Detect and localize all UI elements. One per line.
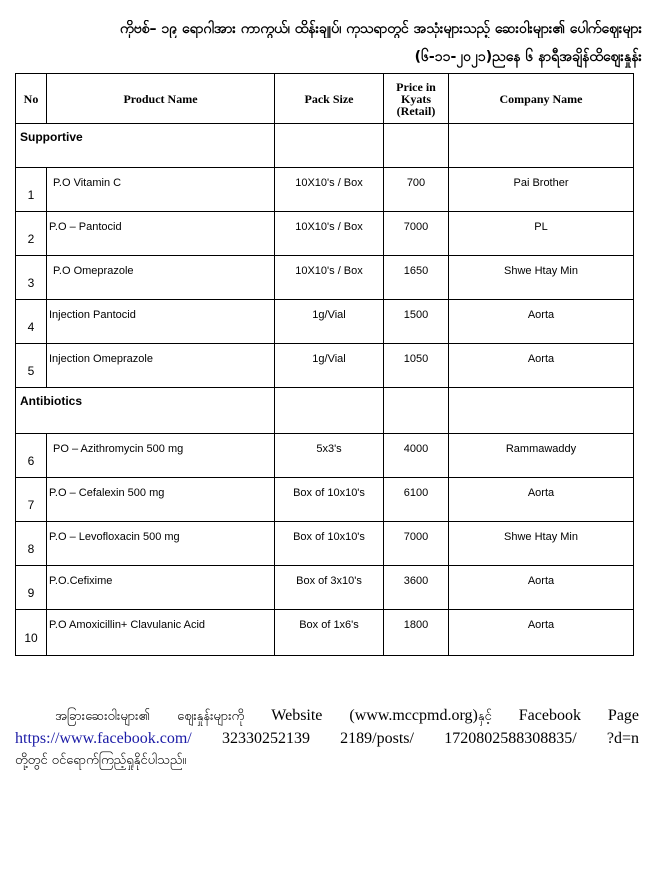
row-no: 1 [16, 168, 47, 212]
pack-size: 1g/Vial [275, 300, 384, 344]
row-no: 7 [16, 478, 47, 522]
pack-size: 1g/Vial [275, 344, 384, 388]
row-no: 3 [16, 256, 47, 300]
table-row [16, 522, 634, 566]
facebook-link-part: 2189/posts/ [340, 730, 414, 747]
row-no: 2 [16, 212, 47, 256]
pack-size: Box of 10x10's [275, 522, 384, 566]
footer-website-label: Website [271, 707, 323, 724]
footer-note [15, 705, 639, 772]
price-table [15, 73, 634, 656]
price: 1500 [384, 300, 449, 344]
price: 6100 [384, 478, 449, 522]
facebook-link-part: ?d=n [606, 730, 640, 747]
price: 1050 [384, 344, 449, 388]
company-name: Aorta [449, 300, 634, 344]
product-name: P.O – Pantocid [47, 212, 275, 256]
product-name: P.O Omeprazole [47, 256, 275, 300]
price: 7000 [384, 522, 449, 566]
row-no: 4 [16, 300, 47, 344]
category-label: Supportive [16, 124, 275, 168]
pack-size: Box of 3x10's [275, 566, 384, 610]
table-row [16, 344, 634, 388]
row-no: 9 [16, 566, 47, 610]
row-no: 8 [16, 522, 47, 566]
table-row [16, 434, 634, 478]
footer-website-url[interactable]: (www.mccpmd.org) [349, 707, 478, 724]
product-name: Injection Pantocid [47, 300, 275, 344]
pack-size: 10X10's / Box [275, 256, 384, 300]
footer-facebook-label: Facebook Page [518, 707, 640, 724]
company-name: Aorta [449, 478, 634, 522]
company-name: Aorta [449, 610, 634, 656]
price: 3600 [384, 566, 449, 610]
footer-line-2 [15, 728, 639, 750]
document-subtitle-date: (၆-၁၁-၂၀၂၁)ညနေ ၆ နာရီအချိန်ထိဈေးနှုန်း [414, 49, 642, 65]
company-name: Pai Brother [449, 168, 634, 212]
table-row [16, 168, 634, 212]
footer-line-3: တို့တွင် ဝင်ရောက်ကြည့်ရှုနိုင်ပါသည်။ [15, 753, 187, 768]
facebook-link-part: 32330252139 [221, 730, 310, 747]
company-name: Shwe Htay Min [449, 522, 634, 566]
product-name: P.O – Levofloxacin 500 mg [47, 522, 275, 566]
table-row [16, 256, 634, 300]
product-name: P.O Vitamin C [47, 168, 275, 212]
product-name: P.O – Cefalexin 500 mg [47, 478, 275, 522]
empty-cell [449, 124, 634, 168]
category-row [16, 388, 634, 434]
pack-size: Box of 1x6's [275, 610, 384, 656]
product-name: P.O Amoxicillin+ Clavulanic Acid [47, 610, 275, 656]
table-row [16, 300, 634, 344]
col-header-price: Price in Kyats (Retail) [384, 74, 449, 124]
empty-cell [384, 388, 449, 434]
col-header-company: Company Name [449, 74, 634, 124]
footer-and-text: နှင့် [477, 709, 492, 724]
pack-size: 10X10's / Box [275, 212, 384, 256]
empty-cell [384, 124, 449, 168]
table-row [16, 212, 634, 256]
company-name: Aorta [449, 344, 634, 388]
empty-cell [449, 388, 634, 434]
price: 4000 [384, 434, 449, 478]
price: 7000 [384, 212, 449, 256]
row-no: 10 [16, 610, 47, 656]
empty-cell [275, 388, 384, 434]
price: 1800 [384, 610, 449, 656]
empty-cell [275, 124, 384, 168]
pack-size: 10X10's / Box [275, 168, 384, 212]
company-name: Rammawaddy [449, 434, 634, 478]
category-row [16, 124, 634, 168]
table-row [16, 478, 634, 522]
price: 700 [384, 168, 449, 212]
price: 1650 [384, 256, 449, 300]
product-name: PO – Azithromycin 500 mg [47, 434, 275, 478]
table-header-row [16, 74, 634, 124]
footer-intro-text: အခြားဆေးဝါးများ၏ ဈေးနှုန်းများကို [55, 709, 245, 724]
facebook-link[interactable]: https://www.facebook.com/ [15, 730, 192, 747]
product-name: Injection Omeprazole [47, 344, 275, 388]
document-title: ကိုဗစ်– ၁၉ ရောဂါအား ကာကွယ်၊ ထိန်းချုပ်၊ ကုသရာတွင် အသုံးများသည့် ဆေးဝါးများ၏ ပေါက်ဈေးများ [119, 21, 642, 37]
footer-line-1 [15, 705, 639, 728]
pack-size: Box of 10x10's [275, 478, 384, 522]
company-name: Shwe Htay Min [449, 256, 634, 300]
col-header-no: No [16, 74, 47, 124]
category-label: Antibiotics [16, 388, 275, 434]
table-row [16, 566, 634, 610]
company-name: Aorta [449, 566, 634, 610]
col-header-pack: Pack Size [275, 74, 384, 124]
company-name: PL [449, 212, 634, 256]
col-header-product: Product Name [47, 74, 275, 124]
row-no: 5 [16, 344, 47, 388]
row-no: 6 [16, 434, 47, 478]
facebook-link-part: 1720802588308835/ [444, 730, 577, 747]
pack-size: 5x3's [275, 434, 384, 478]
product-name: P.O.Cefixime [47, 566, 275, 610]
table-row [16, 610, 634, 656]
